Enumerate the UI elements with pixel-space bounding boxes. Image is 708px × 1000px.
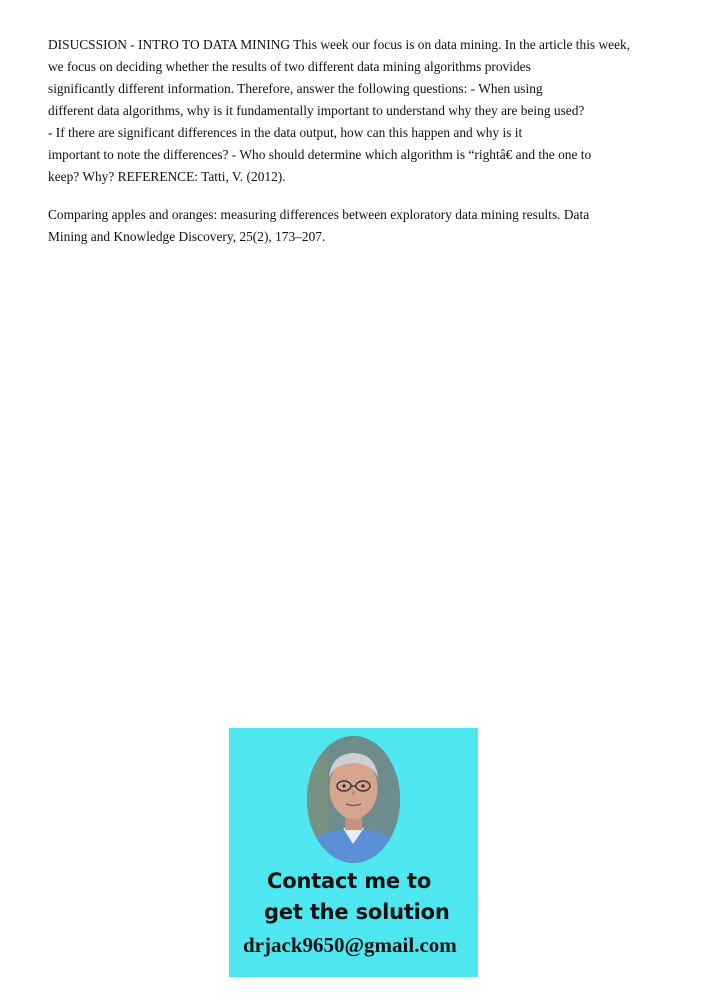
text-line: DISUCSSION - INTRO TO DATA MINING This week our focus is on data mining. In the article this week, (48, 37, 631, 52)
text-line: keep? Why? REFERENCE: Tatti, V. (2012). (48, 169, 286, 184)
contact-card (229, 728, 478, 977)
text-line: important to note the differences? - Who should determine which algorithm is “rightâ€ and the one to (48, 147, 592, 162)
contact-heading-line1: Contact me to (267, 869, 432, 893)
contact-email: drjack9650@gmail.com (243, 933, 457, 957)
text-line: significantly different information. Therefore, answer the following questions: - When using (48, 81, 543, 96)
reference-paragraph (48, 204, 688, 248)
text-line: Comparing apples and oranges: measuring differences between exploratory data mining results. Data (48, 207, 590, 222)
text-line: different data algorithms, why is it fundamentally important to understand why they are being used? (48, 103, 585, 118)
text-line: we focus on deciding whether the results of two different data mining algorithms provides (48, 59, 531, 74)
text-line: Mining and Knowledge Discovery, 25(2), 173–207. (48, 229, 326, 244)
person-portrait-icon (307, 736, 400, 863)
discussion-prompt-paragraph (48, 34, 688, 188)
text-line: - If there are significant differences in the data output, how can this happen and why is it (48, 125, 523, 140)
contact-heading-line2: get the solution (264, 900, 450, 924)
